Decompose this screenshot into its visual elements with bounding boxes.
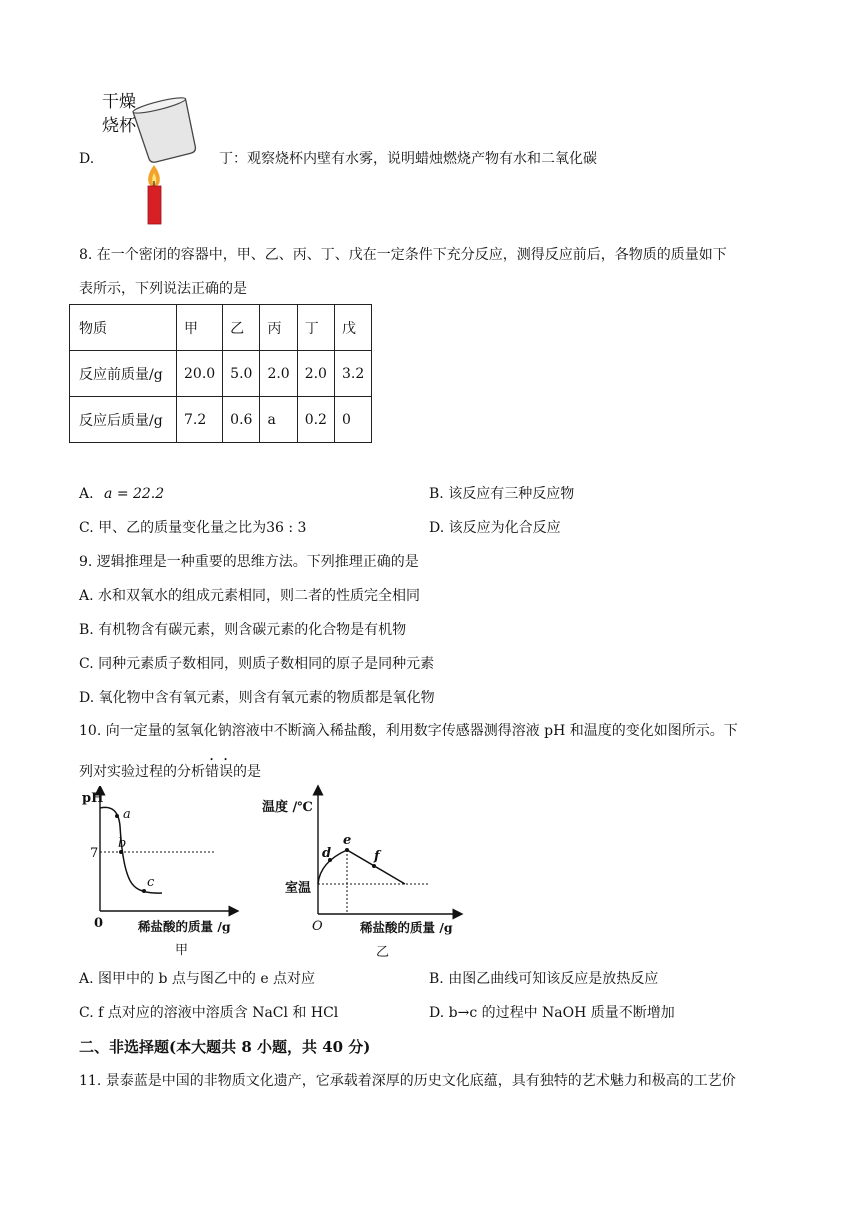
temperature-graph — [258, 784, 468, 962]
ph-graph — [80, 786, 240, 962]
table-cell: 5.0 — [223, 351, 260, 397]
y-axis-label: 温度 /℃ — [262, 800, 313, 815]
table-cell: 7.2 — [177, 397, 223, 443]
y-tick-7: 7 — [90, 846, 99, 861]
table-cell: 甲 — [177, 305, 223, 351]
table-cell: 物质 — [70, 305, 177, 351]
point-e — [345, 848, 349, 852]
q11-stem-line1: 11. 景泰蓝是中国的非物质文化遗产，它承载着深厚的历史文化底蕴，具有独特的艺术魅力和极高的工艺价 — [79, 1073, 736, 1089]
point-f — [372, 864, 376, 868]
q9-option-a: A. 水和双氧水的组成元素相同，则二者的性质完全相同 — [79, 588, 421, 604]
table-cell: 2.0 — [297, 351, 334, 397]
table-row — [70, 397, 372, 443]
option-letter: A. — [79, 486, 94, 502]
figure-label-line2: 烧杯 — [102, 116, 136, 136]
table-cell: 反应后质量/g — [70, 397, 177, 443]
q9-option-b: B. 有机物含有碳元素，则含碳元素的化合物是有机物 — [79, 622, 407, 638]
table-cell: 20.0 — [177, 351, 223, 397]
label-a: a — [123, 807, 131, 822]
figure-label-line1: 干燥 — [102, 92, 136, 112]
table-row — [70, 351, 372, 397]
table-cell: 戊 — [334, 305, 371, 351]
candle-beaker-illustration — [96, 86, 216, 228]
table-cell: 3.2 — [334, 351, 371, 397]
mass-table — [69, 304, 372, 443]
q8-option-c — [79, 519, 306, 537]
origin-label: O — [312, 919, 323, 934]
option-c-math: 36 : 3 — [266, 520, 307, 536]
q10-option-b: B. 由图乙曲线可知该反应是放热反应 — [429, 971, 659, 987]
section-heading: 二、非选择题(本大题共 8 小题，共 40 分) — [79, 1038, 371, 1056]
q8-option-a — [79, 485, 164, 503]
q7-option-d-text: 丁：观察烧杯内壁有水雾，说明蜡烛燃烧产物有水和二氧化碳 — [219, 151, 597, 167]
option-c-prefix: C. 甲、乙的质量变化量之比为 — [79, 520, 267, 536]
q9-stem: 9. 逻辑推理是一种重要的思维方法。下列推理正确的是 — [79, 554, 419, 570]
candle-icon — [148, 186, 161, 224]
label-b: b — [118, 836, 127, 851]
table-cell: 2.0 — [260, 351, 297, 397]
table-cell: 丙 — [260, 305, 297, 351]
graph-caption: 乙 — [376, 945, 390, 960]
stem-text: 列对实验过程的分析 — [79, 764, 205, 780]
point-c — [142, 889, 146, 893]
label-c: c — [147, 875, 155, 890]
q7-option-d-letter: D. — [79, 151, 95, 167]
q10-option-a: A. 图甲中的 b 点与图乙中的 e 点对应 — [79, 971, 316, 987]
label-e: e — [343, 833, 352, 848]
label-f: f — [374, 849, 380, 864]
q10-option-d: D. b→c 的过程中 NaOH 质量不断增加 — [429, 1005, 675, 1021]
stem-emphasis: 错误 — [205, 764, 233, 780]
q9-option-c: C. 同种元素质子数相同，则质子数相同的原子是同种元素 — [79, 656, 435, 672]
origin-label: 0 — [94, 916, 104, 931]
table-cell: 0.2 — [297, 397, 334, 443]
y-axis-label: pH — [82, 791, 104, 806]
q10-option-c: C. f 点对应的溶液中溶质含 NaCl 和 HCl — [79, 1005, 339, 1021]
dry-beaker — [132, 95, 198, 164]
point-a — [115, 814, 119, 818]
q9-option-d: D. 氧化物中含有氧元素，则含有氧元素的物质都是氧化物 — [79, 690, 435, 706]
label-d: d — [322, 846, 332, 861]
table-cell: 反应前质量/g — [70, 351, 177, 397]
graph-caption: 甲 — [175, 943, 189, 958]
x-axis-label: 稀盐酸的质量 /g — [360, 920, 453, 935]
x-axis-label: 稀盐酸的质量 /g — [138, 919, 231, 934]
q8-stem-line2: 表所示，下列说法正确的是 — [79, 281, 247, 297]
table-row — [70, 305, 372, 351]
y-tick-room-temp: 室温 — [285, 881, 312, 896]
q8-stem-line1: 8. 在一个密闭的容器中，甲、乙、丙、丁、戊在一定条件下充分反应，测得反应前后，各物质的质量如下 — [79, 247, 727, 263]
table-cell: 乙 — [223, 305, 260, 351]
q10-stem-line1: 10. 向一定量的氢氧化钠溶液中不断滴入稀盐酸，利用数字传感器测得溶液 pH 和温度的变化如图所示。下 — [79, 723, 738, 739]
table-cell: 丁 — [297, 305, 334, 351]
table-cell: a — [260, 397, 297, 443]
q10-stem-line2 — [79, 756, 261, 781]
option-a-math: a = 22.2 — [104, 486, 165, 502]
candle-beaker-figure — [96, 86, 216, 228]
table-cell: 0 — [334, 397, 371, 443]
q8-option-d: D. 该反应为化合反应 — [429, 520, 561, 536]
stem-text: 的是 — [233, 764, 261, 780]
table-cell: 0.6 — [223, 397, 260, 443]
q8-option-b: B. 该反应有三种反应物 — [429, 486, 575, 502]
